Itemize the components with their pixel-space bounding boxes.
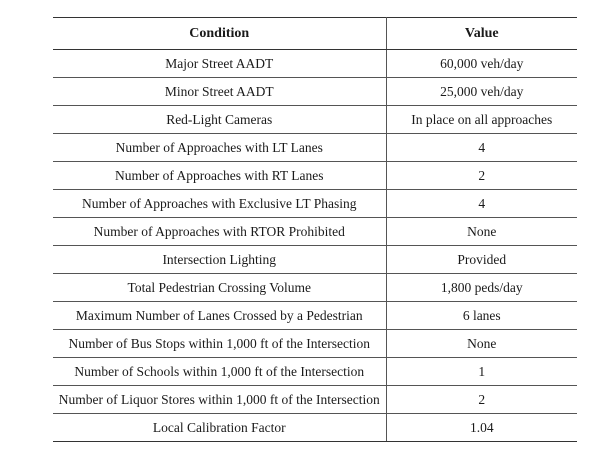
condition-cell: Major Street AADT: [53, 50, 386, 78]
value-cell: 60,000 veh/day: [386, 50, 577, 78]
condition-cell: Number of Schools within 1,000 ft of the Intersection: [53, 358, 386, 386]
table-body: [53, 50, 577, 442]
condition-cell: Total Pedestrian Crossing Volume: [53, 274, 386, 302]
value-cell: None: [386, 218, 577, 246]
table-row: [53, 274, 577, 302]
condition-cell: Intersection Lighting: [53, 246, 386, 274]
value-cell: 1,800 peds/day: [386, 274, 577, 302]
condition-cell: Number of Bus Stops within 1,000 ft of the Intersection: [53, 330, 386, 358]
value-cell: 2: [386, 162, 577, 190]
table-row: [53, 246, 577, 274]
table-row: [53, 414, 577, 442]
value-cell: 4: [386, 134, 577, 162]
value-cell: In place on all approaches: [386, 106, 577, 134]
table-row: [53, 358, 577, 386]
table-header: [53, 18, 577, 50]
value-cell: 2: [386, 386, 577, 414]
value-cell: None: [386, 330, 577, 358]
table-row: [53, 302, 577, 330]
header-value: Value: [386, 18, 577, 50]
table-row: [53, 106, 577, 134]
value-cell: 1.04: [386, 414, 577, 442]
value-cell: 25,000 veh/day: [386, 78, 577, 106]
condition-cell: Red-Light Cameras: [53, 106, 386, 134]
table-row: [53, 218, 577, 246]
condition-cell: Number of Liquor Stores within 1,000 ft of the Intersection: [53, 386, 386, 414]
table-row: [53, 190, 577, 218]
value-cell: Provided: [386, 246, 577, 274]
table-row: [53, 386, 577, 414]
table-row: [53, 330, 577, 358]
conditions-table: [53, 17, 577, 442]
condition-cell: Number of Approaches with Exclusive LT Phasing: [53, 190, 386, 218]
condition-cell: Minor Street AADT: [53, 78, 386, 106]
condition-cell: Maximum Number of Lanes Crossed by a Pedestrian: [53, 302, 386, 330]
condition-cell: Local Calibration Factor: [53, 414, 386, 442]
condition-cell: Number of Approaches with RT Lanes: [53, 162, 386, 190]
condition-cell: Number of Approaches with RTOR Prohibited: [53, 218, 386, 246]
table-row: [53, 162, 577, 190]
table-row: [53, 134, 577, 162]
condition-cell: Number of Approaches with LT Lanes: [53, 134, 386, 162]
table-row: [53, 50, 577, 78]
value-cell: 4: [386, 190, 577, 218]
value-cell: 6 lanes: [386, 302, 577, 330]
value-cell: 1: [386, 358, 577, 386]
header-condition: Condition: [53, 18, 386, 50]
table-row: [53, 78, 577, 106]
header-row: [53, 18, 577, 50]
